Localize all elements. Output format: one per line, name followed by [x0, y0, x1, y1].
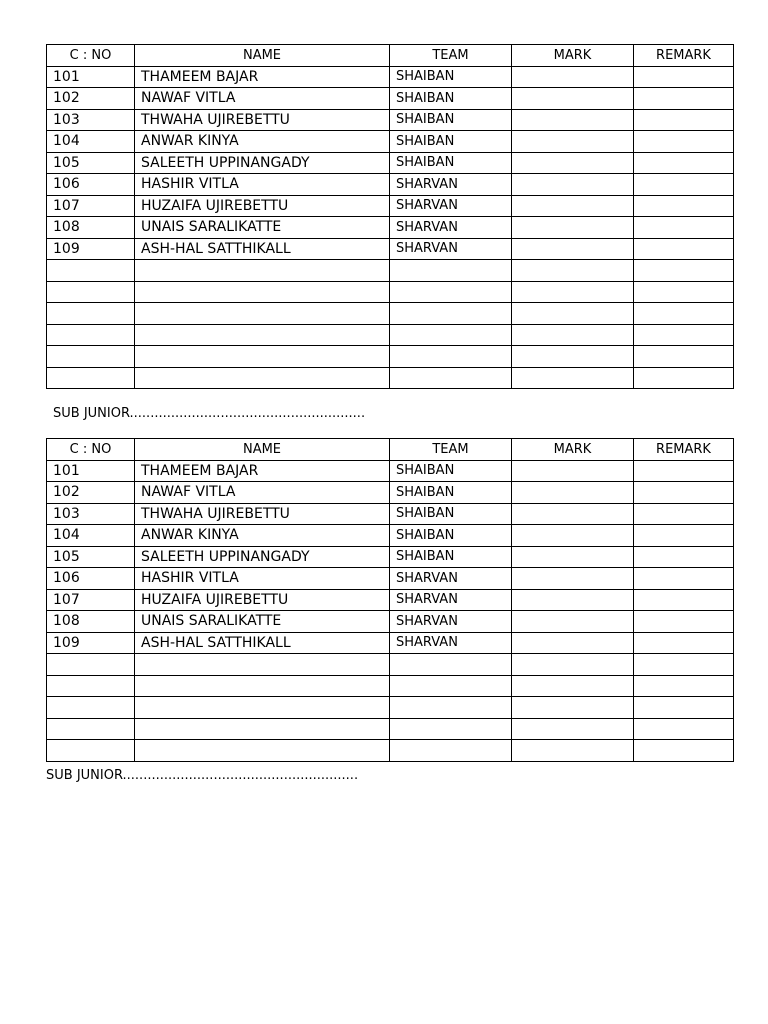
cell-mark: [512, 195, 634, 217]
cell-team: SHARVAN: [390, 238, 512, 260]
cell-mark: [512, 482, 634, 504]
table-row: [47, 718, 734, 740]
table-body: [47, 460, 734, 761]
table-row: [47, 217, 734, 239]
cell-name: NAWAF VITLA: [135, 88, 390, 110]
table-row: [47, 152, 734, 174]
cell-remark: [634, 66, 734, 88]
cell-name: THAMEEM BAJAR: [135, 460, 390, 482]
cell-remark: [634, 131, 734, 153]
cell-team: [390, 697, 512, 719]
cell-mark: [512, 324, 634, 346]
header-cno: C : NO: [47, 439, 135, 461]
cell-cno: 102: [47, 88, 135, 110]
cell-remark: [634, 611, 734, 633]
cell-remark: [634, 324, 734, 346]
cell-mark: [512, 66, 634, 88]
cell-team: [390, 367, 512, 389]
table-body: [47, 66, 734, 389]
table-row: [47, 174, 734, 196]
cell-remark: [634, 109, 734, 131]
table-row: [47, 109, 734, 131]
header-team: TEAM: [390, 439, 512, 461]
cell-mark: [512, 589, 634, 611]
cell-team: SHAIBAN: [390, 66, 512, 88]
cell-mark: [512, 568, 634, 590]
table-row: [47, 675, 734, 697]
cell-team: SHAIBAN: [390, 88, 512, 110]
cell-cno: 103: [47, 503, 135, 525]
table-row: [47, 632, 734, 654]
cell-team: SHARVAN: [390, 632, 512, 654]
cell-mark: [512, 131, 634, 153]
header-cno: C : NO: [47, 45, 135, 67]
cell-cno: 101: [47, 66, 135, 88]
table-row: [47, 324, 734, 346]
cell-team: [390, 303, 512, 325]
cell-cno: [47, 654, 135, 676]
cell-cno: 107: [47, 589, 135, 611]
cell-name: HUZAIFA UJIREBETTU: [135, 589, 390, 611]
cell-team: [390, 260, 512, 282]
table-row: [47, 589, 734, 611]
cell-remark: [634, 88, 734, 110]
table-row: [47, 568, 734, 590]
cell-cno: 104: [47, 525, 135, 547]
cell-cno: [47, 260, 135, 282]
cell-team: [390, 740, 512, 762]
cell-cno: [47, 346, 135, 368]
cell-remark: [634, 346, 734, 368]
cell-mark: [512, 109, 634, 131]
cell-cno: [47, 675, 135, 697]
table-row: [47, 503, 734, 525]
cell-cno: 105: [47, 546, 135, 568]
header-remark: REMARK: [634, 45, 734, 67]
cell-remark: [634, 238, 734, 260]
cell-mark: [512, 367, 634, 389]
cell-name: [135, 675, 390, 697]
table-row: [47, 546, 734, 568]
cell-mark: [512, 281, 634, 303]
cell-name: [135, 740, 390, 762]
cell-cno: 105: [47, 152, 135, 174]
cell-name: SALEETH UPPINANGADY: [135, 546, 390, 568]
cell-team: [390, 718, 512, 740]
cell-cno: 108: [47, 217, 135, 239]
table-row: [47, 195, 734, 217]
cell-team: SHARVAN: [390, 568, 512, 590]
cell-team: SHAIBAN: [390, 460, 512, 482]
cell-name: UNAIS SARALIKATTE: [135, 611, 390, 633]
cell-cno: [47, 697, 135, 719]
sub-junior-line-1: SUB JUNIOR.........................................................: [53, 406, 366, 421]
table-row: [47, 281, 734, 303]
cell-name: [135, 281, 390, 303]
table-row: [47, 367, 734, 389]
header-mark: MARK: [512, 439, 634, 461]
cell-mark: [512, 88, 634, 110]
cell-mark: [512, 654, 634, 676]
cell-remark: [634, 217, 734, 239]
cell-name: NAWAF VITLA: [135, 482, 390, 504]
header-name: NAME: [135, 45, 390, 67]
cell-cno: [47, 281, 135, 303]
table-row: [47, 697, 734, 719]
cell-mark: [512, 346, 634, 368]
cell-team: SHAIBAN: [390, 109, 512, 131]
table-row: [47, 260, 734, 282]
table-row: [47, 482, 734, 504]
cell-remark: [634, 303, 734, 325]
table-header-row: [47, 45, 734, 67]
cell-remark: [634, 697, 734, 719]
cell-name: HASHIR VITLA: [135, 174, 390, 196]
cell-team: [390, 281, 512, 303]
mark-sheet-table-1: [46, 44, 734, 389]
cell-remark: [634, 367, 734, 389]
cell-mark: [512, 546, 634, 568]
cell-team: SHAIBAN: [390, 503, 512, 525]
cell-mark: [512, 238, 634, 260]
cell-remark: [634, 281, 734, 303]
cell-name: HASHIR VITLA: [135, 568, 390, 590]
sub-junior-line-2: SUB JUNIOR.........................................................: [46, 768, 359, 783]
cell-team: SHAIBAN: [390, 525, 512, 547]
cell-cno: 103: [47, 109, 135, 131]
cell-team: [390, 654, 512, 676]
cell-team: SHAIBAN: [390, 131, 512, 153]
cell-remark: [634, 460, 734, 482]
header-mark: MARK: [512, 45, 634, 67]
header-team: TEAM: [390, 45, 512, 67]
cell-remark: [634, 482, 734, 504]
cell-mark: [512, 152, 634, 174]
cell-team: [390, 324, 512, 346]
table-row: [47, 740, 734, 762]
cell-mark: [512, 675, 634, 697]
cell-cno: 101: [47, 460, 135, 482]
mark-sheet-table-2: [46, 438, 734, 762]
header-remark: REMARK: [634, 439, 734, 461]
cell-cno: [47, 740, 135, 762]
cell-mark: [512, 460, 634, 482]
cell-name: SALEETH UPPINANGADY: [135, 152, 390, 174]
table-row: [47, 654, 734, 676]
cell-remark: [634, 546, 734, 568]
cell-cno: [47, 718, 135, 740]
cell-name: [135, 260, 390, 282]
cell-name: [135, 697, 390, 719]
cell-name: [135, 303, 390, 325]
header-name: NAME: [135, 439, 390, 461]
cell-team: SHAIBAN: [390, 152, 512, 174]
table-row: [47, 88, 734, 110]
cell-cno: [47, 324, 135, 346]
cell-mark: [512, 611, 634, 633]
cell-team: SHARVAN: [390, 174, 512, 196]
cell-remark: [634, 503, 734, 525]
cell-name: ASH-HAL SATTHIKALL: [135, 632, 390, 654]
cell-team: SHARVAN: [390, 195, 512, 217]
cell-name: ASH-HAL SATTHIKALL: [135, 238, 390, 260]
table-header-row: [47, 439, 734, 461]
table-row: [47, 525, 734, 547]
cell-cno: 109: [47, 632, 135, 654]
table-row: [47, 66, 734, 88]
cell-team: SHAIBAN: [390, 482, 512, 504]
cell-name: HUZAIFA UJIREBETTU: [135, 195, 390, 217]
cell-remark: [634, 675, 734, 697]
cell-remark: [634, 525, 734, 547]
cell-team: [390, 675, 512, 697]
cell-name: ANWAR KINYA: [135, 131, 390, 153]
table-row: [47, 460, 734, 482]
cell-cno: 108: [47, 611, 135, 633]
cell-cno: 106: [47, 568, 135, 590]
cell-mark: [512, 740, 634, 762]
cell-team: SHARVAN: [390, 611, 512, 633]
cell-mark: [512, 174, 634, 196]
cell-cno: [47, 303, 135, 325]
cell-name: [135, 718, 390, 740]
cell-team: SHAIBAN: [390, 546, 512, 568]
cell-mark: [512, 718, 634, 740]
cell-remark: [634, 654, 734, 676]
cell-team: SHARVAN: [390, 217, 512, 239]
cell-mark: [512, 632, 634, 654]
cell-mark: [512, 503, 634, 525]
cell-name: THAMEEM BAJAR: [135, 66, 390, 88]
cell-mark: [512, 260, 634, 282]
cell-mark: [512, 697, 634, 719]
table-row: [47, 303, 734, 325]
cell-cno: [47, 367, 135, 389]
cell-cno: 109: [47, 238, 135, 260]
cell-mark: [512, 303, 634, 325]
cell-cno: 107: [47, 195, 135, 217]
table-row: [47, 346, 734, 368]
table-row: [47, 238, 734, 260]
cell-remark: [634, 589, 734, 611]
cell-remark: [634, 632, 734, 654]
cell-remark: [634, 740, 734, 762]
cell-name: UNAIS SARALIKATTE: [135, 217, 390, 239]
cell-name: ANWAR KINYA: [135, 525, 390, 547]
cell-remark: [634, 174, 734, 196]
cell-name: THWAHA UJIREBETTU: [135, 503, 390, 525]
cell-team: SHARVAN: [390, 589, 512, 611]
cell-cno: 106: [47, 174, 135, 196]
cell-remark: [634, 195, 734, 217]
cell-name: [135, 654, 390, 676]
table-row: [47, 131, 734, 153]
cell-cno: 104: [47, 131, 135, 153]
cell-remark: [634, 568, 734, 590]
cell-remark: [634, 260, 734, 282]
cell-mark: [512, 217, 634, 239]
cell-name: [135, 346, 390, 368]
cell-name: [135, 367, 390, 389]
cell-name: THWAHA UJIREBETTU: [135, 109, 390, 131]
cell-name: [135, 324, 390, 346]
cell-mark: [512, 525, 634, 547]
cell-remark: [634, 152, 734, 174]
cell-cno: 102: [47, 482, 135, 504]
cell-remark: [634, 718, 734, 740]
cell-team: [390, 346, 512, 368]
table-row: [47, 611, 734, 633]
